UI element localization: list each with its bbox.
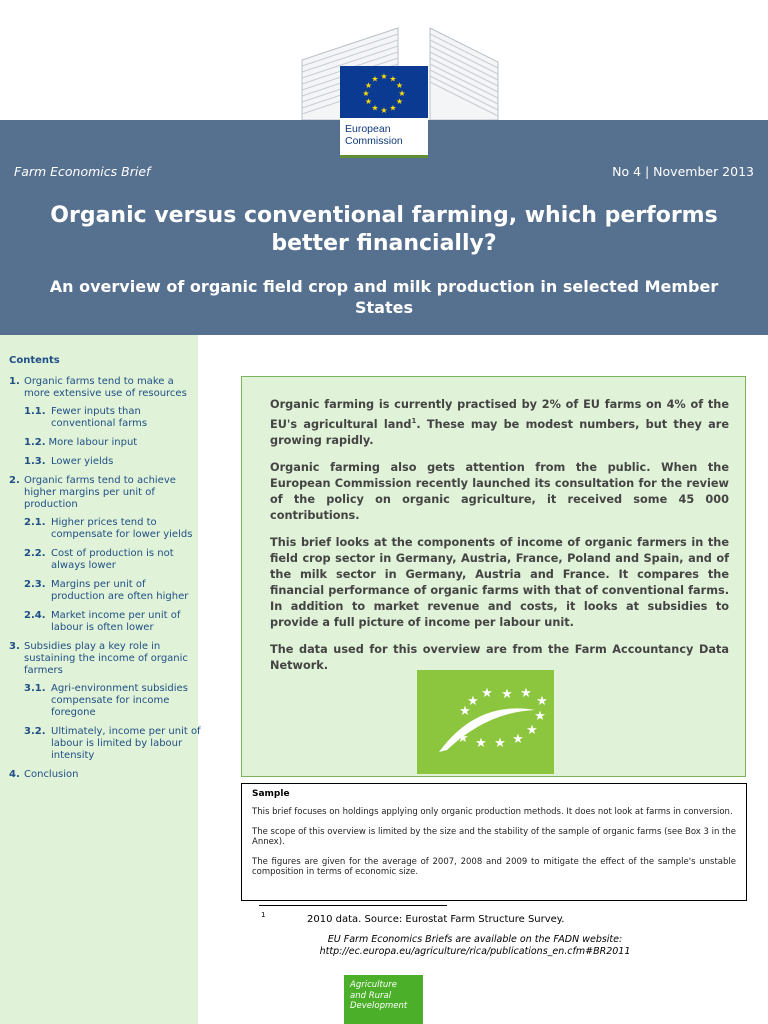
intro-paragraph-3: This brief looks at the components of income of organic farmers in the field crop sector in Germany, Austria, France, Poland and Spain, and of the milk sector in Germany, Austria and France. It compares the financial performance of organic farms with that of conventional farms. In addition to market revenue and costs, it looks at subsidies to provide a full picture of income per labour unit. [270,535,729,629]
issue-number: No 4 | November 2013 [612,164,754,179]
toc-item-2-4[interactable] [9,610,202,634]
svg-text:★: ★ [459,704,471,719]
fadn-note-text: EU Farm Economics Briefs are available on the FADN website: [327,934,623,945]
svg-text:★: ★ [534,709,546,724]
svg-text:★: ★ [395,81,404,90]
svg-text:★: ★ [520,686,532,701]
footnote-divider [259,905,447,906]
svg-text:★: ★ [364,81,373,90]
sample-paragraph-2: The scope of this overview is limited by the size and the stability of the sample of organic farms (see Box 3 in the Annex). [252,826,737,847]
fadn-link[interactable]: http://ec.europa.eu/agriculture/rica/publications_en.cfm#BR2011 [319,946,631,957]
contents-heading: Contents [9,355,60,366]
eu-organic-leaf-icon [417,670,554,774]
footnote-text: 2010 data. Source: Eurostat Farm Structure Survey. [307,914,565,925]
european-commission-wordmark [340,118,428,158]
svg-text:★: ★ [371,103,379,113]
svg-text:★: ★ [380,106,388,115]
sample-paragraph-1: This brief focuses on holdings applying only organic production methods. It does not look at farms in conversion. [252,807,733,817]
toc-text: Organic farms tend to make a more extensive use of resources [24,376,187,399]
svg-text:★: ★ [371,74,379,84]
toc-number: 3.2. [24,726,46,737]
toc-number: 2.1. [24,517,46,528]
toc-text: Market income per unit of labour is often lower [51,610,181,633]
intro-paragraph-4: The data used for this overview are from the Farm Accountancy Data Network. [270,642,729,672]
badge-line-1: Agriculture [350,980,397,990]
toc-item-3[interactable] [9,641,202,677]
toc-number: 2.3. [24,579,46,590]
toc-number: 1.2. [24,437,46,448]
toc-item-1-1[interactable] [9,406,202,430]
toc-item-2-3[interactable] [9,579,202,603]
toc-item-4[interactable] [9,769,202,781]
logo-line-2: Commission [345,135,403,147]
agriculture-rural-development-badge [344,975,423,1024]
sample-paragraph-3: The figures are given for the average of 2007, 2008 and 2009 to mitigate the effect of the sample's unstable composition in terms of economic size. [252,856,736,877]
series-name: Farm Economics Brief [14,164,151,179]
toc-number: 1.1. [24,406,46,417]
toc-text: Subsidies play a key role in sustaining the income of organic farmers [24,641,188,676]
svg-text:★: ★ [494,736,506,751]
svg-text:★: ★ [362,89,370,98]
toc-text: Fewer inputs than conventional farms [51,406,148,429]
footnote-mark: 1 [261,911,266,919]
svg-text:★: ★ [526,723,538,738]
svg-text:★: ★ [364,97,373,106]
toc-text: Lower yields [51,456,114,467]
toc-text: More labour input [48,437,138,448]
badge-line-3: Development [350,1001,408,1011]
fadn-note [260,934,690,958]
svg-text:★: ★ [467,694,479,709]
toc-number: 3.1. [24,683,46,694]
svg-text:★: ★ [395,97,404,106]
svg-text:★: ★ [389,103,397,113]
toc-text: Agri-environment subsidies compensate for income foregone [51,683,188,718]
svg-text:★: ★ [481,686,493,701]
contents-sidebar [0,335,201,1024]
toc-number: 2.2. [24,548,46,559]
toc-item-3-1[interactable] [9,683,202,719]
intro-paragraph-2: Organic farming also gets attention from the public. When the European Commission recently launched its consultation for the review of the policy on organic agriculture, it received some 45 000 contributions. [270,460,729,522]
svg-text:★: ★ [475,736,487,751]
svg-text:★: ★ [398,89,406,98]
eu-flag-icon [340,66,428,118]
european-commission-logo [340,66,428,158]
page-title: Organic versus conventional farming, which performs better financially? [50,203,718,256]
toc-item-2-1[interactable] [9,517,202,541]
toc-text: Conclusion [24,769,79,780]
toc-text: Cost of production is not always lower [51,548,174,571]
sample-heading: Sample [252,789,290,799]
toc-number: 3. [9,641,20,652]
intro-box [241,376,746,777]
toc-text: Margins per unit of production are often higher [51,579,189,602]
svg-text:★: ★ [457,731,469,746]
toc-number: 1.3. [24,456,46,467]
toc-text: Higher prices tend to compensate for lower yields [51,517,193,540]
toc-text: Ultimately, income per unit of labour is limited by labour intensity [51,726,201,761]
toc-item-1[interactable] [9,376,202,400]
sample-box [241,783,747,901]
toc-text: Organic farms tend to achieve higher margins per unit of production [24,475,176,510]
intro-paragraph-1 [270,397,729,449]
toc-number: 1. [9,376,20,387]
toc-item-2[interactable] [9,475,202,511]
toc-item-2-2[interactable] [9,548,202,572]
intro-p1-tail: . These may be modest numbers, but they are growing rapidly. [270,417,729,447]
svg-text:★: ★ [536,694,548,709]
toc-number: 2. [9,475,20,486]
page-subtitle: An overview of organic field crop and milk production in selected Member States [49,277,719,317]
logo-line-1: European [345,123,391,135]
svg-text:★: ★ [501,687,513,702]
toc-item-1-2[interactable] [9,437,202,449]
table-of-contents [9,376,202,787]
toc-item-3-2[interactable] [9,726,202,762]
toc-item-1-3[interactable] [9,456,202,468]
toc-number: 4. [9,769,20,780]
svg-text:★: ★ [389,74,397,84]
svg-text:★: ★ [512,732,524,747]
svg-text:★: ★ [380,72,388,81]
footnote-ref[interactable]: 1 [411,417,417,425]
toc-number: 2.4. [24,610,46,621]
badge-line-2: and Rural [350,990,392,1001]
intro-p1-text: Organic farming is currently practised by 2% of EU farms on 4% of the EU's agricultural land [270,398,729,431]
